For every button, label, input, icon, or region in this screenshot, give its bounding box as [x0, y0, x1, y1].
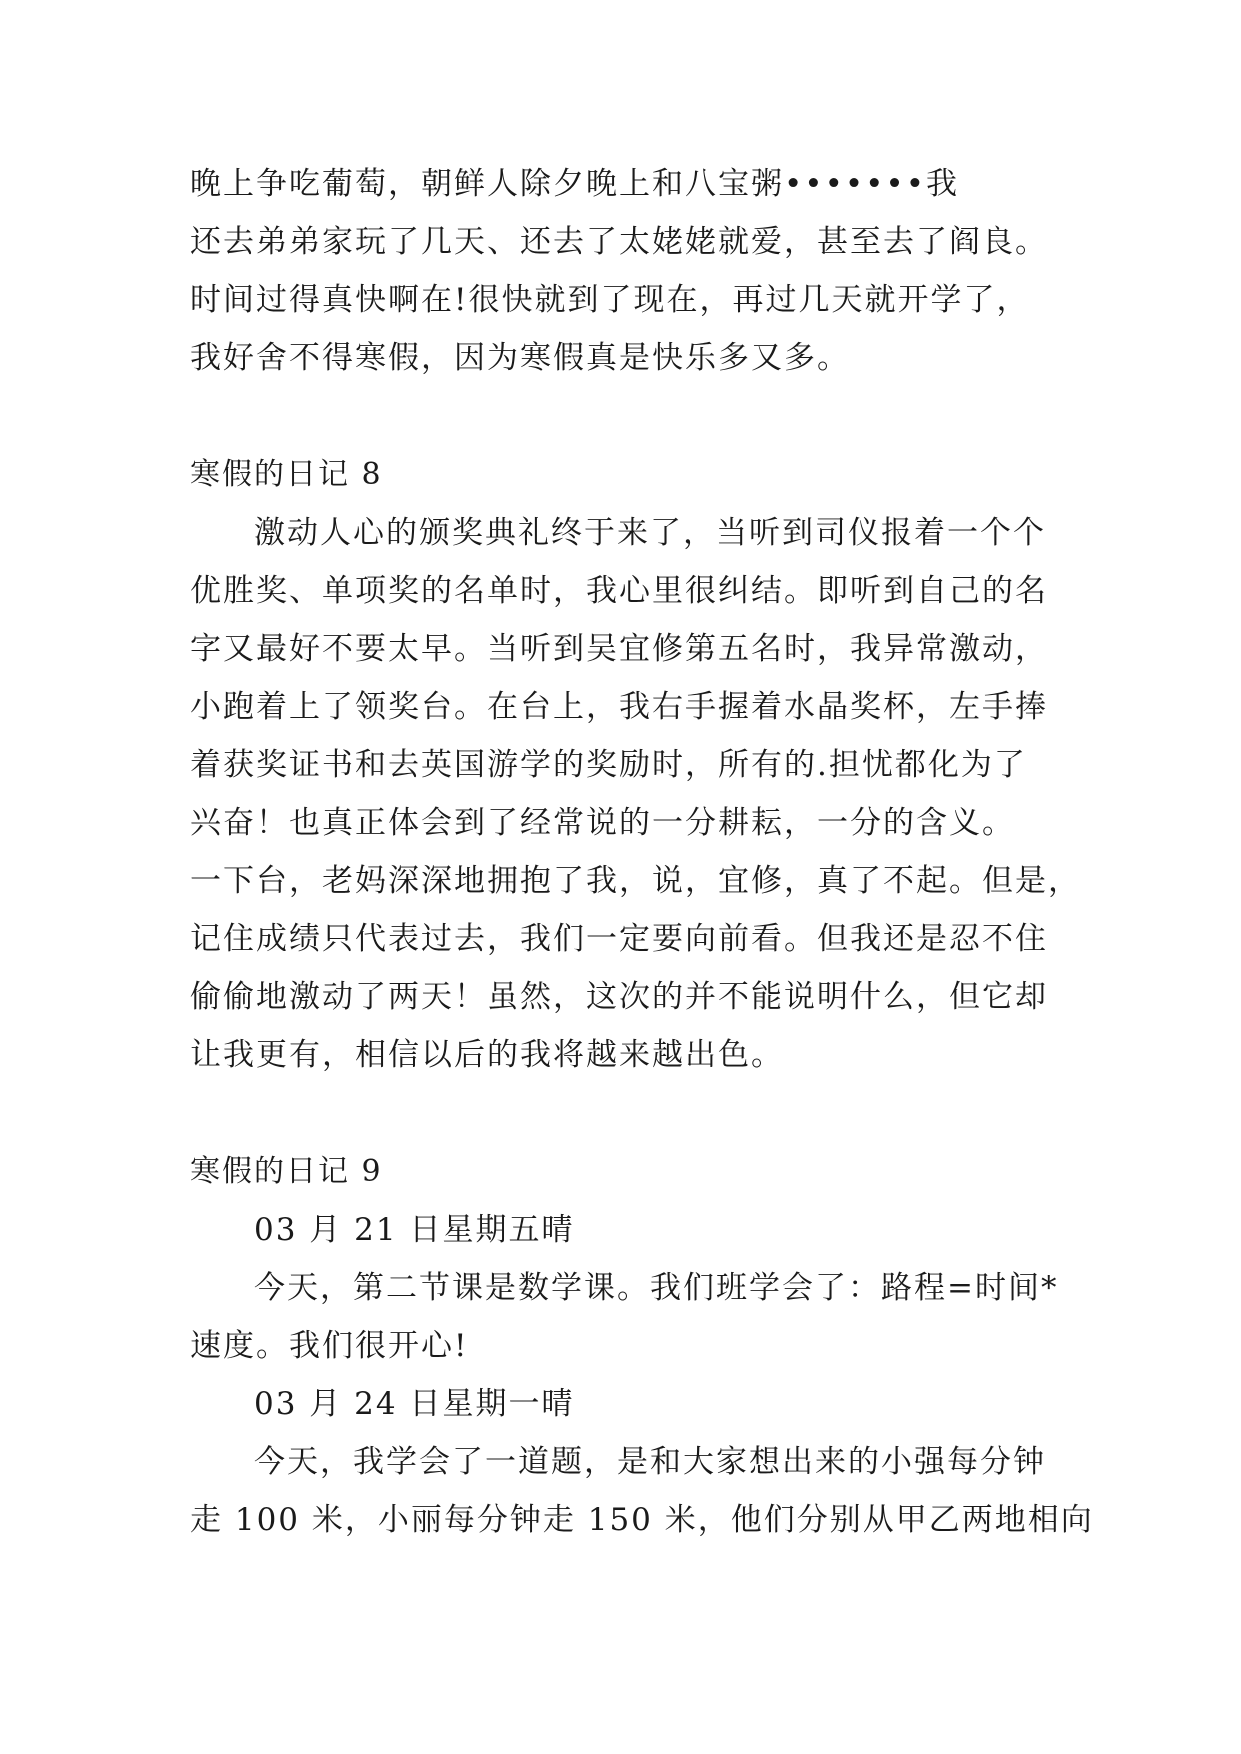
paragraph-line: 激动人心的颁奖典礼终于来了，当听到司仪报着一个个 — [254, 515, 1046, 551]
paragraph-line: 我好舍不得寒假，因为寒假真是快乐多又多。 — [190, 340, 850, 376]
entry-title: 寒假的日记 9 — [190, 1154, 383, 1189]
paragraph-line: 偷偷地激动了两天！虽然，这次的并不能说明什么，但它却 — [190, 979, 1048, 1015]
paragraph-line: 今天，我学会了一道题，是和大家想出来的小强每分钟 — [254, 1444, 1046, 1480]
entry-title: 寒假的日记 8 — [190, 457, 383, 492]
paragraph-line: 字又最好不要太早。当听到吴宜修第五名时，我异常激动， — [190, 631, 1048, 667]
entry-date: 03 月 21 日星期五晴 — [254, 1212, 575, 1248]
paragraph-line: 速度。我们很开心! — [190, 1328, 469, 1364]
paragraph-line: 一下台，老妈深深地拥抱了我，说，宜修，真了不起。但是， — [190, 863, 1081, 899]
paragraph-line: 时间过得真快啊在!很快就到了现在，再过几天就开学了， — [190, 282, 1030, 318]
paragraph-line: 今天，第二节课是数学课。我们班学会了：路程=时间* — [254, 1270, 1059, 1306]
paragraph-line: 还去弟弟家玩了几天、还去了太姥姥就爱，甚至去了阎良。 — [190, 224, 1048, 260]
paragraph-line: 晚上争吃葡萄，朝鲜人除夕晚上和八宝粥•••••••我 — [190, 166, 959, 202]
paragraph-line: 走 100 米，小丽每分钟走 150 米，他们分别从甲乙两地相向 — [190, 1502, 1094, 1538]
paragraph-line: 兴奋！也真正体会到了经常说的一分耕耘，一分的含义。 — [190, 805, 1015, 841]
paragraph-line: 让我更有，相信以后的我将越来越出色。 — [190, 1037, 784, 1073]
paragraph-line: 小跑着上了领奖台。在台上，我右手握着水晶奖杯，左手捧 — [190, 689, 1048, 725]
paragraph-line: 优胜奖、单项奖的名单时，我心里很纠结。即听到自己的名 — [190, 573, 1048, 609]
entry-date: 03 月 24 日星期一晴 — [254, 1386, 575, 1422]
paragraph-line: 记住成绩只代表过去，我们一定要向前看。但我还是忍不住 — [190, 921, 1048, 957]
paragraph-line: 着获奖证书和去英国游学的奖励时，所有的.担忧都化为了 — [190, 747, 1027, 783]
